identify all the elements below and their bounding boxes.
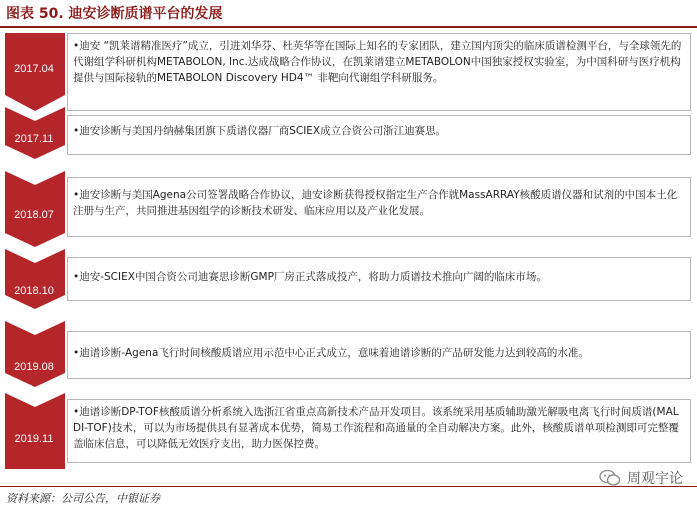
timeline-row <box>5 33 691 111</box>
footer-divider <box>0 486 697 487</box>
date-chevron <box>5 393 65 469</box>
timeline-date: 2017.04 <box>14 63 54 75</box>
watermark <box>599 468 683 488</box>
title-divider <box>0 26 697 28</box>
date-chevron <box>5 249 65 309</box>
timeline-row <box>5 107 691 159</box>
timeline-text: •迪安诊断与美国Agena公司签署战略合作协议，迪安诊断获得授权指定生产合作就MassARRAY核酸质谱仪器和试剂的中国本土化注册与生产，共同推进基因组学的诊断技术研发、临床应用以及产业化发展。 <box>73 189 678 217</box>
source-note: 资料来源：公司公告，中银证券 <box>6 492 160 505</box>
timeline-text: •迪安诊断与美国丹纳赫集团旗下质谱仪器厂商SCIEX成立合资公司浙江迪赛思。 <box>73 125 447 137</box>
timeline-text: •迪安 “凯莱谱精准医疗”成立，引进刘华芬、杜英华等在国际上知名的专家团队，建立国内顶尖的临床质谱检测平台，与全球领先的代谢组学科研机构METABOLON, Inc.达成战略合作协议，在凯莱谱建立METABOLON中国独家授权实验室，为中国科研与医疗机构提供与国际接轨的METABOLON Discovery HD4™ 非靶向代谢组学科研服务。 <box>73 40 682 84</box>
timeline-date: 2018.10 <box>14 285 54 297</box>
timeline-text: •迪安-SCIEX中国合资公司迪赛思诊断GMP厂房正式落成投产，将助力质谱技术推向广阔的临床市场。 <box>73 271 547 283</box>
timeline-text: •迪谱诊断-Agena飞行时间核酸质谱应用示范中心正式成立，意味着迪谱诊断的产品研发能力达到较高的水准。 <box>73 347 589 359</box>
timeline-date: 2018.07 <box>14 209 54 221</box>
watermark-text: 周观宇论 <box>627 470 683 486</box>
timeline-text: •迪谱诊断DP-TOF核酸质谱分析系统入选浙江省重点高新技术产品开发项目。该系统采用基质辅助激光解吸电离飞行时间质谱(MALDI-TOF)技术，可以为市场提供具有显著成本优势，简易工作流程和高通量的全自动解决方案。此外，核酸质谱单项检测即可完整覆盖临床信息，可以降低无效医疗支出，助力医保控费。 <box>73 406 679 450</box>
timeline-row <box>5 393 691 469</box>
wechat-icon <box>599 469 621 487</box>
timeline-row <box>5 321 691 387</box>
timeline-date: 2017.11 <box>14 133 54 145</box>
page-title: 图表 50. 迪安诊断质谱平台的发展 <box>6 6 223 22</box>
timeline-date: 2019.08 <box>14 361 54 373</box>
date-chevron <box>5 321 65 387</box>
timeline-row <box>5 249 691 309</box>
timeline-row <box>5 171 691 247</box>
timeline-date: 2019.11 <box>14 433 54 445</box>
